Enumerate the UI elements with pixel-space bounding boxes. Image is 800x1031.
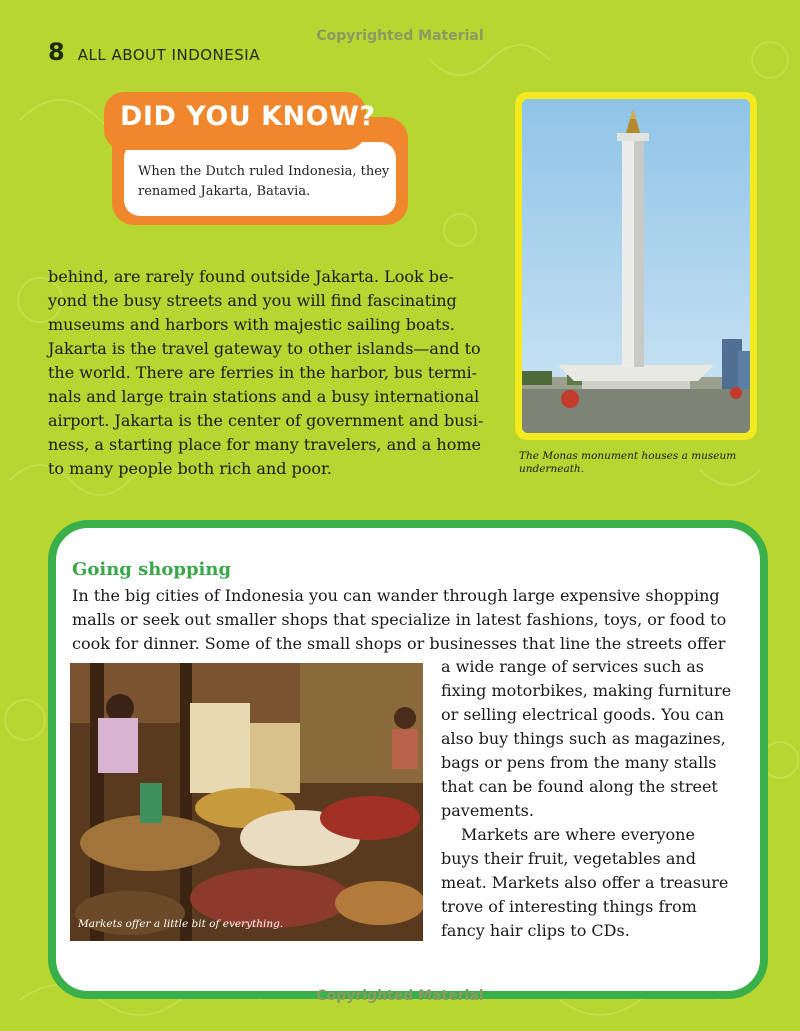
did-you-know-line: renamed Jakarta, Batavia. [138,184,311,199]
text-line: trove of interesting things from [441,897,697,916]
text-line: pavements. [441,801,534,820]
text-line: or selling electrical goods. You can [441,705,725,724]
text-line: Jakarta is the travel gateway to other islands—and to [48,339,481,358]
shopping-heading: Going shopping [72,559,232,580]
shopping-paragraph-right [441,655,731,943]
text-line: bags or pens from the many stalls [441,753,717,772]
monument-photo [522,99,750,433]
text-line: cook for dinner. Some of the small shops or businesses that line the streets offer [72,634,726,653]
text-line: airport. Jakarta is the center of government and busi- [48,411,484,430]
caption-line: underneath. [519,463,585,475]
page-header [48,38,260,66]
text-line: In the big cities of Indonesia you can wander through large expensive shopping [72,586,720,605]
market-caption: Markets offer a little bit of everything. [78,918,284,930]
text-line: malls or seek out smaller shops that specialize in latest fashions, toys, or food to [72,610,727,629]
text-line: to many people both rich and poor. [48,459,333,478]
text-line: buys their fruit, vegetables and [441,849,696,868]
text-line: meat. Markets also offer a treasure [441,873,729,892]
monument-caption [519,450,759,476]
text-line: ness, a starting place for many travelers, and a home [48,435,481,454]
text-line: fancy hair clips to CDs. [441,921,630,940]
watermark-top: Copyrighted Material [316,28,484,44]
text-line: the world. There are ferries in the harbor, bus termi- [48,363,478,382]
market-photo [70,663,423,941]
text-line: Markets are where everyone [461,825,695,844]
intro-paragraph [48,265,493,481]
did-you-know-text [138,162,390,202]
text-line: fixing motorbikes, making furniture [441,681,732,700]
did-you-know-line: When the Dutch ruled Indonesia, they [138,164,390,179]
text-line: behind, are rarely found outside Jakarta. Look be- [48,267,454,286]
section-title: ALL ABOUT INDONESIA [77,46,260,64]
text-line: museums and harbors with majestic sailing boats. [48,315,455,334]
text-line: a wide range of services such as [441,657,704,676]
text-line: also buy things such as magazines, [441,729,726,748]
text-line: nals and large train stations and a busy international [48,387,480,406]
text-line: yond the busy streets and you will find fascinating [48,291,457,310]
watermark-bottom: Copyrighted Material [316,988,484,1004]
page-number: 8 [48,38,65,66]
did-you-know-title: DID YOU KNOW? [120,101,376,132]
caption-line: The Monas monument houses a museum [519,450,737,462]
shopping-paragraph-top [72,584,726,656]
text-line: that can be found along the street [441,777,718,796]
